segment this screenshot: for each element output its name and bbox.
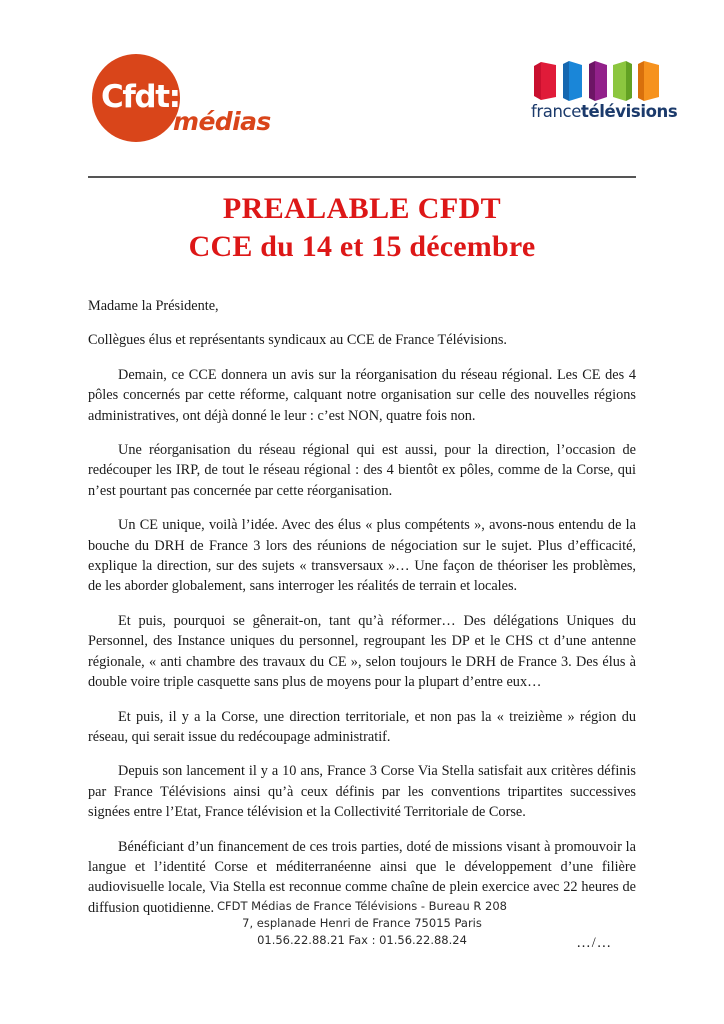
- ftv-marks-icon: [534, 60, 660, 102]
- body-paragraph: Depuis son lancement il y a 10 ans, France 3 Corse Via Stella satisfait aux critères définis par France Télévisions ainsi qu’à ceux définis par les conventions tripartites successives signées entre l’Etat, France télévision et la Collectivité Territoriale de Corse.: [88, 763, 636, 821]
- body-paragraph: Demain, ce CCE donnera un avis sur la réorganisation du réseau régional. Les CE des 4 pôles concernés par cette réforme, calquant notre organisation sur celle des nouvelles régions administratives, ont déjà donné le leur : c’est NON, quatre fois non.: [88, 366, 636, 424]
- document-footer: [0, 898, 724, 949]
- ftv-wordmark: [531, 104, 677, 121]
- cfdt-medias-logo: [92, 54, 292, 146]
- addressees: Collègues élus et représentants syndicaux au CCE de France Télévisions.: [88, 332, 508, 349]
- continuation-mark: …/…: [576, 935, 612, 952]
- document-header: [0, 0, 724, 160]
- ftv-wordmark-light: france: [531, 102, 581, 121]
- salutation: Madame la Présidente,: [88, 298, 219, 314]
- document-title-line1: PREALABLE CFDT: [222, 192, 502, 225]
- body-paragraph: Et puis, pourquoi se gênerait-on, tant qu’à réformer… Des délégations Uniques du Personnel, des Instance uniques du personnel, regroupant les DP et le CHS ct d’une antenne régionale, « anti chambre des travaux du CE », selon toujours le DRH de France 3. Des élus à double voire triple casquette sans plus de moyens pour la plupart d’entre eux…: [88, 612, 636, 691]
- footer-line-phone: 01.56.22.88.21 Fax : 01.56.22.88.24: [257, 933, 467, 947]
- footer-line-address-name: CFDT Médias de France Télévisions - Bureau R 208: [217, 899, 507, 913]
- body-paragraph: Une réorganisation du réseau régional qui est aussi, pour la direction, l’occasion de redécouper les IRP, de tout le réseau régional : des 4 bientôt ex pôles, comme de la Corse, qui n’est pourtant pas concernée par cette réorganisation.: [88, 442, 636, 499]
- document-title-line2: CCE du 14 et 15 décembre: [188, 230, 536, 263]
- cfdt-logo-medias-label: médias: [173, 107, 271, 136]
- france-televisions-logo: [531, 60, 678, 132]
- footer-line-street: 7, esplanade Henri de France 75015 Paris: [242, 916, 482, 930]
- body-paragraph: Et puis, il y a la Corse, une direction territoriale, et non pas la « treizième » région du réseau, qui serait issue du redécoupage administratif.: [88, 708, 636, 745]
- body-paragraph: Bénéficiant d’un financement de ces trois parties, doté de missions visant à promouvoir la langue et l’identité Corse et méditerranéenne ainsi que le développement d’une filière audiovisuelle locale, Via Stella est reconnue comme chaîne de plein exercice avec 22 heures de diffusion quotidienne.: [88, 838, 636, 916]
- body-paragraph: Un CE unique, voilà l’idée. Avec des élus « plus compétents », avons-nous entendu de la bouche du DRH de France 3 lors des réunions de négociation sur le sujet. Plus d’efficacité, explique la direction, sur des sujets « transversaux »… Une façon de théoriser les problèmes, de les aborder globalement, sans interroger les réalités de terrain et locales.: [88, 517, 636, 595]
- document-body: [88, 296, 636, 968]
- document-title: [0, 190, 724, 266]
- header-divider: [88, 176, 636, 178]
- cfdt-logo-wordmark: Cfdt:: [101, 79, 180, 115]
- ftv-wordmark-bold: télévisions: [580, 102, 678, 121]
